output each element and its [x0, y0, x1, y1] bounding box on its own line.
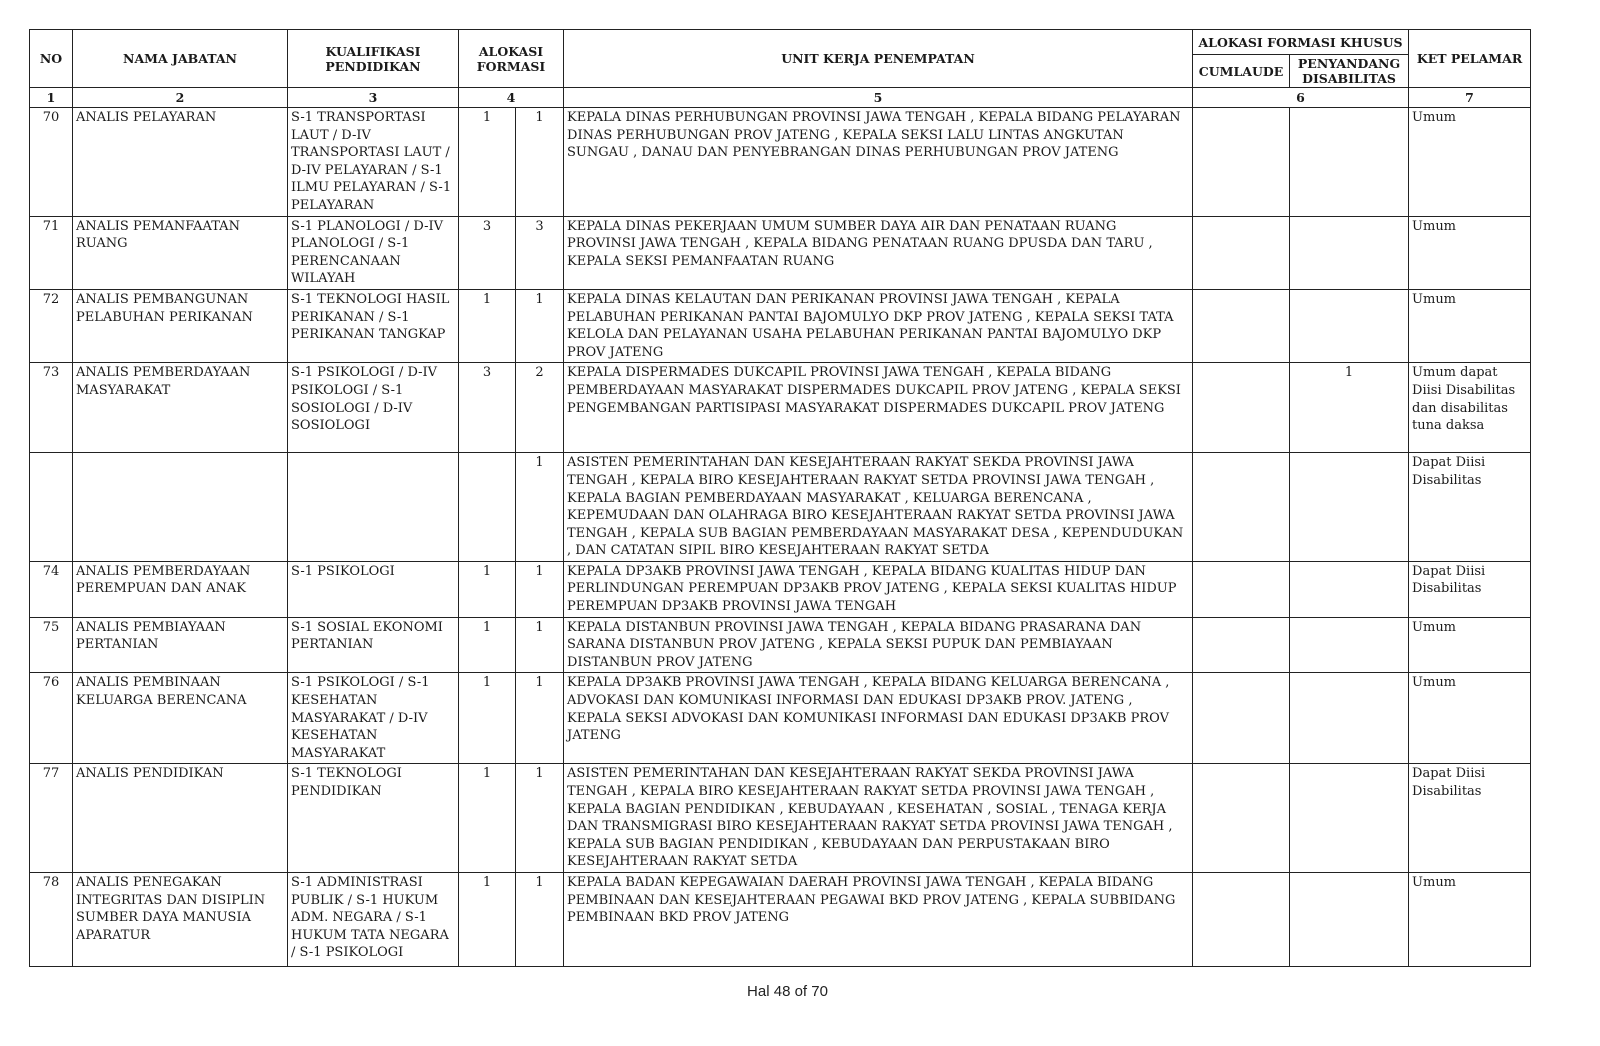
header-alokasi-khusus: ALOKASI FORMASI KHUSUS	[1193, 30, 1409, 55]
ket-pelamar: Umum	[1409, 872, 1531, 966]
nama-jabatan: ANALIS PEMANFAATAN RUANG	[73, 216, 288, 289]
cumlaude-count	[1193, 561, 1290, 617]
kualifikasi-pendidikan: S-1 PLANOLOGI / D-IV PLANOLOGI / S-1 PERENCANAAN WILAYAH	[288, 216, 459, 289]
table-row	[30, 673, 1531, 764]
row-number: 71	[30, 216, 73, 289]
cumlaude-count	[1193, 289, 1290, 362]
disabilitas-count	[1290, 872, 1409, 966]
table-row	[30, 453, 1531, 562]
col-number: 2	[73, 88, 288, 108]
table-row	[30, 764, 1531, 873]
cumlaude-count	[1193, 673, 1290, 764]
unit-kerja: KEPALA DINAS PEKERJAAN UMUM SUMBER DAYA AIR DAN PENATAAN RUANG PROVINSI JAWA TENGAH , KEPALA BIDANG PENATAAN RUANG DPUSDA DAN TARU , KEPALA SEKSI PEMANFAATAN RUANG	[564, 216, 1193, 289]
kualifikasi-pendidikan: S-1 ADMINISTRASI PUBLIK / S-1 HUKUM ADM. NEGARA / S-1 HUKUM TATA NEGARA / S-1 PSIKOLOGI	[288, 872, 459, 966]
cumlaude-count	[1193, 108, 1290, 217]
disabilitas-count	[1290, 673, 1409, 764]
row-number: 78	[30, 872, 73, 966]
alokasi-unit: 2	[516, 363, 564, 453]
header-kualifikasi: KUALIFIKASI PENDIDIKAN	[288, 30, 459, 88]
row-number: 76	[30, 673, 73, 764]
table-row	[30, 216, 1531, 289]
ket-pelamar: Umum	[1409, 673, 1531, 764]
row-number	[30, 453, 73, 562]
kualifikasi-pendidikan: S-1 PSIKOLOGI / S-1 KESEHATAN MASYARAKAT / D-IV KESEHATAN MASYARAKAT	[288, 673, 459, 764]
ket-pelamar: Umum dapat Diisi Disabilitas dan disabilitas tuna daksa	[1409, 363, 1531, 453]
table-row	[30, 363, 1531, 453]
alokasi-formasi: 1	[459, 108, 516, 217]
disabilitas-count: 1	[1290, 363, 1409, 453]
table-row	[30, 108, 1531, 217]
kualifikasi-pendidikan	[288, 453, 459, 562]
alokasi-unit: 1	[516, 673, 564, 764]
ket-pelamar: Umum	[1409, 617, 1531, 673]
nama-jabatan: ANALIS PEMBERDAYAAN PEREMPUAN DAN ANAK	[73, 561, 288, 617]
nama-jabatan: ANALIS PENEGAKAN INTEGRITAS DAN DISIPLIN SUMBER DAYA MANUSIA APARATUR	[73, 872, 288, 966]
kualifikasi-pendidikan: S-1 SOSIAL EKONOMI PERTANIAN	[288, 617, 459, 673]
header-no: NO	[30, 30, 73, 88]
nama-jabatan: ANALIS PENDIDIKAN	[73, 764, 288, 873]
ket-pelamar: Umum	[1409, 216, 1531, 289]
disabilitas-count	[1290, 617, 1409, 673]
cumlaude-count	[1193, 764, 1290, 873]
nama-jabatan: ANALIS PEMBIAYAAN PERTANIAN	[73, 617, 288, 673]
ket-pelamar: Dapat Diisi Disabilitas	[1409, 561, 1531, 617]
disabilitas-count	[1290, 216, 1409, 289]
header-penyandang: PENYANDANG DISABILITAS	[1290, 55, 1409, 88]
disabilitas-count	[1290, 764, 1409, 873]
header-nama-jabatan: NAMA JABATAN	[73, 30, 288, 88]
row-number: 72	[30, 289, 73, 362]
row-number: 74	[30, 561, 73, 617]
header-cumlaude: CUMLAUDE	[1193, 55, 1290, 88]
cumlaude-count	[1193, 453, 1290, 562]
alokasi-formasi: 1	[459, 617, 516, 673]
unit-kerja: KEPALA DP3AKB PROVINSI JAWA TENGAH , KEPALA BIDANG KELUARGA BERENCANA , ADVOKASI DAN KOMUNIKASI INFORMASI DAN EDUKASI DP3AKB PROV. JATENG , KEPALA SEKSI ADVOKASI DAN KOMUNIKASI INFORMASI DAN EDUKASI DP3AKB PROV JATENG	[564, 673, 1193, 764]
nama-jabatan: ANALIS PELAYARAN	[73, 108, 288, 217]
col-number: 5	[564, 88, 1193, 108]
cumlaude-count	[1193, 617, 1290, 673]
disabilitas-count	[1290, 561, 1409, 617]
ket-pelamar: Umum	[1409, 289, 1531, 362]
row-number: 73	[30, 363, 73, 453]
col-number: 1	[30, 88, 73, 108]
nama-jabatan: ANALIS PEMBANGUNAN PELABUHAN PERIKANAN	[73, 289, 288, 362]
alokasi-formasi: 1	[459, 289, 516, 362]
table-body	[30, 108, 1531, 967]
formasi-table	[29, 29, 1531, 967]
header-unit-kerja: UNIT KERJA PENEMPATAN	[564, 30, 1193, 88]
col-number: 4	[459, 88, 564, 108]
unit-kerja: ASISTEN PEMERINTAHAN DAN KESEJAHTERAAN RAKYAT SEKDA PROVINSI JAWA TENGAH , KEPALA BIRO KESEJAHTERAAN RAKYAT SETDA PROVINSI JAWA TENGAH , KEPALA BAGIAN PEMBERDAYAAN MASYARAKAT , KELUARGA BERENCANA , KEPEMUDAAN DAN OLAHRAGA BIRO KESEJAHTERAAN RAKYAT SETDA PROVINSI JAWA TENGAH , KEPALA SUB BAGIAN PEMBERDAYAAN MASYARAKAT DESA , KEPENDUDUKAN , DAN CATATAN SIPIL BIRO KESEJAHTERAAN RAKYAT SETDA	[564, 453, 1193, 562]
row-number: 75	[30, 617, 73, 673]
alokasi-unit: 1	[516, 561, 564, 617]
kualifikasi-pendidikan: S-1 TRANSPORTASI LAUT / D-IV TRANSPORTASI LAUT / D-IV PELAYARAN / S-1 ILMU PELAYARAN / S-1 PELAYARAN	[288, 108, 459, 217]
ket-pelamar: Dapat Diisi Disabilitas	[1409, 764, 1531, 873]
col-number: 7	[1409, 88, 1531, 108]
cumlaude-count	[1193, 363, 1290, 453]
alokasi-formasi: 3	[459, 363, 516, 453]
unit-kerja: KEPALA DP3AKB PROVINSI JAWA TENGAH , KEPALA BIDANG KUALITAS HIDUP DAN PERLINDUNGAN PEREMPUAN DP3AKB PROV JATENG , KEPALA SEKSI KUALITAS HIDUP PEREMPUAN DP3AKB PROVINSI JAWA TENGAH	[564, 561, 1193, 617]
alokasi-unit: 1	[516, 108, 564, 217]
kualifikasi-pendidikan: S-1 PSIKOLOGI / D-IV PSIKOLOGI / S-1 SOSIOLOGI / D-IV SOSIOLOGI	[288, 363, 459, 453]
alokasi-unit: 1	[516, 764, 564, 873]
unit-kerja: KEPALA DINAS KELAUTAN DAN PERIKANAN PROVINSI JAWA TENGAH , KEPALA PELABUHAN PERIKANAN PANTAI BAJOMULYO DKP PROV JATENG , KEPALA SEKSI TATA KELOLA DAN PELAYANAN USAHA PELABUHAN PERIKANAN PANTAI BAJOMULYO DKP PROV JATENG	[564, 289, 1193, 362]
header-alokasi: ALOKASI FORMASI	[459, 30, 564, 88]
kualifikasi-pendidikan: S-1 TEKNOLOGI HASIL PERIKANAN / S-1 PERIKANAN TANGKAP	[288, 289, 459, 362]
alokasi-unit: 1	[516, 617, 564, 673]
unit-kerja: ASISTEN PEMERINTAHAN DAN KESEJAHTERAAN RAKYAT SEKDA PROVINSI JAWA TENGAH , KEPALA BIRO KESEJAHTERAAN RAKYAT SETDA PROVINSI JAWA TENGAH , KEPALA BAGIAN PENDIDIKAN , KEBUDAYAAN , KESEHATAN , SOSIAL , TENAGA KERJA DAN TRANSMIGRASI BIRO KESEJAHTERAAN RAKYAT SETDA PROVINSI JAWA TENGAH , KEPALA SUB BAGIAN PENDIDIKAN , KEBUDAYAAN DAN PERPUSTAKAAN BIRO KESEJAHTERAAN RAKYAT SETDA	[564, 764, 1193, 873]
table-row	[30, 289, 1531, 362]
cumlaude-count	[1193, 872, 1290, 966]
alokasi-formasi: 3	[459, 216, 516, 289]
ket-pelamar: Dapat Diisi Disabilitas	[1409, 453, 1531, 562]
disabilitas-count	[1290, 453, 1409, 562]
alokasi-formasi: 1	[459, 764, 516, 873]
alokasi-unit: 3	[516, 216, 564, 289]
table-row	[30, 872, 1531, 966]
unit-kerja: KEPALA DISTANBUN PROVINSI JAWA TENGAH , KEPALA BIDANG PRASARANA DAN SARANA DISTANBUN PROV JATENG , KEPALA SEKSI PUPUK DAN PEMBIAYAAN DISTANBUN PROV JATENG	[564, 617, 1193, 673]
kualifikasi-pendidikan: S-1 PSIKOLOGI	[288, 561, 459, 617]
alokasi-formasi: 1	[459, 561, 516, 617]
disabilitas-count	[1290, 289, 1409, 362]
alokasi-unit: 1	[516, 289, 564, 362]
alokasi-formasi	[459, 453, 516, 562]
unit-kerja: KEPALA DINAS PERHUBUNGAN PROVINSI JAWA TENGAH , KEPALA BIDANG PELAYARAN DINAS PERHUBUNGAN PROV JATENG , KEPALA SEKSI LALU LINTAS ANGKUTAN SUNGAU , DANAU DAN PENYEBRANGAN DINAS PERHUBUNGAN PROV JATENG	[564, 108, 1193, 217]
nama-jabatan	[73, 453, 288, 562]
alokasi-formasi: 1	[459, 872, 516, 966]
alokasi-unit: 1	[516, 453, 564, 562]
alokasi-unit: 1	[516, 872, 564, 966]
nama-jabatan: ANALIS PEMBERDAYAAN MASYARAKAT	[73, 363, 288, 453]
ket-pelamar: Umum	[1409, 108, 1531, 217]
header-ket: KET PELAMAR	[1409, 30, 1531, 88]
cumlaude-count	[1193, 216, 1290, 289]
row-number: 77	[30, 764, 73, 873]
alokasi-formasi: 1	[459, 673, 516, 764]
unit-kerja: KEPALA BADAN KEPEGAWAIAN DAERAH PROVINSI JAWA TENGAH , KEPALA BIDANG PEMBINAAN DAN KESEJAHTERAAN PEGAWAI BKD PROV JATENG , KEPALA SUBBIDANG PEMBINAAN BKD PROV JATENG	[564, 872, 1193, 966]
col-number: 3	[288, 88, 459, 108]
col-number: 6	[1193, 88, 1409, 108]
nama-jabatan: ANALIS PEMBINAAN KELUARGA BERENCANA	[73, 673, 288, 764]
disabilitas-count	[1290, 108, 1409, 217]
table-row	[30, 561, 1531, 617]
table-row	[30, 617, 1531, 673]
page-footer: Hal 48 of 70	[747, 983, 828, 1000]
row-number: 70	[30, 108, 73, 217]
unit-kerja: KEPALA DISPERMADES DUKCAPIL PROVINSI JAWA TENGAH , KEPALA BIDANG PEMBERDAYAAN MASYARAKAT DISPERMADES DUKCAPIL PROV JATENG , KEPALA SEKSI PENGEMBANGAN PARTISIPASI MASYARAKAT DISPERMADES DUKCAPIL PROV JATENG	[564, 363, 1193, 453]
kualifikasi-pendidikan: S-1 TEKNOLOGI PENDIDIKAN	[288, 764, 459, 873]
